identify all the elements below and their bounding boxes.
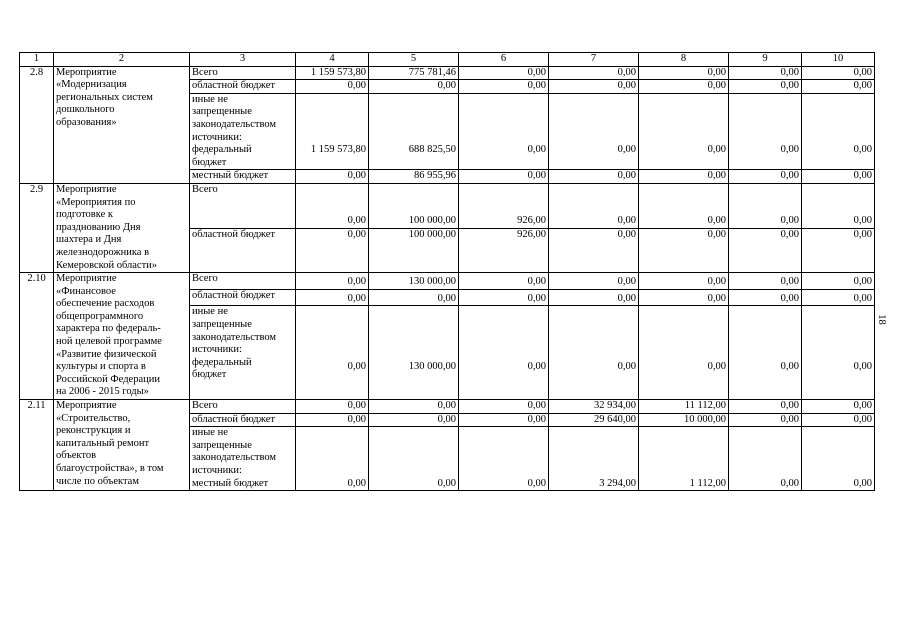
funding-source: Всего	[190, 183, 296, 228]
amount-cell: 130 000,00	[369, 306, 459, 400]
amount-cell: 0,00	[729, 228, 802, 273]
amount-cell: 0,00	[729, 80, 802, 94]
amount-cell: 0,00	[639, 80, 729, 94]
amount-cell: 0,00	[802, 93, 875, 170]
amount-cell: 0,00	[639, 228, 729, 273]
funding-source: областной бюджет	[190, 289, 296, 306]
amount-cell: 0,00	[802, 289, 875, 306]
amount-cell: 0,00	[802, 400, 875, 414]
amount-cell: 32 934,00	[549, 400, 639, 414]
amount-cell: 0,00	[549, 80, 639, 94]
amount-cell: 0,00	[296, 80, 369, 94]
table-row	[20, 66, 875, 80]
item-number: 2.10	[20, 273, 54, 400]
amount-cell: 3 294,00	[549, 427, 639, 491]
item-name: Мероприятие «Финансовое обеспечение расходов общепрограммного характера по федераль- ной целевой программе «Развитие физической культуры и спорта в Российской Федерации на 2006 - 2015 годы»	[54, 273, 190, 400]
amount-cell: 0,00	[459, 93, 549, 170]
amount-cell: 0,00	[549, 170, 639, 184]
amount-cell: 10 000,00	[639, 413, 729, 427]
amount-cell: 0,00	[296, 413, 369, 427]
funding-source: иные не запрещенные законодательством источники: федеральный бюджет	[190, 306, 296, 400]
column-header: 3	[190, 53, 296, 67]
column-header: 7	[549, 53, 639, 67]
amount-cell: 0,00	[459, 273, 549, 290]
amount-cell: 0,00	[729, 427, 802, 491]
column-header: 5	[369, 53, 459, 67]
amount-cell: 0,00	[459, 66, 549, 80]
header-row	[20, 53, 875, 67]
funding-source: местный бюджет	[190, 170, 296, 184]
amount-cell: 775 781,46	[369, 66, 459, 80]
amount-cell: 0,00	[296, 183, 369, 228]
amount-cell: 0,00	[296, 273, 369, 290]
funding-source: областной бюджет	[190, 413, 296, 427]
item-name: Мероприятие «Строительство, реконструкция и капитальный ремонт объектов благоустройства», в том числе по объектам	[54, 400, 190, 491]
item-number: 2.9	[20, 183, 54, 272]
funding-source: областной бюджет	[190, 80, 296, 94]
amount-cell: 0,00	[459, 306, 549, 400]
amount-cell: 0,00	[639, 306, 729, 400]
page-number: 18	[875, 314, 887, 325]
column-header: 4	[296, 53, 369, 67]
amount-cell: 0,00	[459, 413, 549, 427]
amount-cell: 1 159 573,80	[296, 66, 369, 80]
column-header: 1	[20, 53, 54, 67]
amount-cell: 0,00	[369, 80, 459, 94]
amount-cell: 100 000,00	[369, 228, 459, 273]
amount-cell: 0,00	[729, 289, 802, 306]
amount-cell: 0,00	[729, 400, 802, 414]
column-header: 10	[802, 53, 875, 67]
amount-cell: 0,00	[549, 289, 639, 306]
amount-cell: 0,00	[639, 93, 729, 170]
item-number: 2.8	[20, 66, 54, 183]
table-row	[20, 273, 875, 290]
amount-cell: 926,00	[459, 228, 549, 273]
funding-source: Всего	[190, 273, 296, 290]
amount-cell: 86 955,96	[369, 170, 459, 184]
amount-cell: 0,00	[296, 306, 369, 400]
item-number: 2.11	[20, 400, 54, 491]
amount-cell: 1 159 573,80	[296, 93, 369, 170]
amount-cell: 0,00	[639, 273, 729, 290]
amount-cell: 0,00	[459, 80, 549, 94]
amount-cell: 0,00	[802, 427, 875, 491]
amount-cell: 0,00	[369, 427, 459, 491]
amount-cell: 0,00	[639, 66, 729, 80]
amount-cell: 0,00	[802, 170, 875, 184]
amount-cell: 0,00	[296, 170, 369, 184]
funding-source: иные не запрещенные законодательством источники: местный бюджет	[190, 427, 296, 491]
amount-cell: 0,00	[549, 66, 639, 80]
column-header: 8	[639, 53, 729, 67]
item-name: Мероприятие «Модернизация региональных систем дошкольного образования»	[54, 66, 190, 183]
table-row	[20, 400, 875, 414]
amount-cell: 0,00	[549, 273, 639, 290]
amount-cell: 0,00	[369, 413, 459, 427]
item-name: Мероприятие «Мероприятия по подготовке к празднованию Дня шахтера и Дня железнодорожника в Кемеровской области»	[54, 183, 190, 272]
funding-source: Всего	[190, 400, 296, 414]
amount-cell: 0,00	[802, 413, 875, 427]
amount-cell: 0,00	[459, 170, 549, 184]
funding-source: областной бюджет	[190, 228, 296, 273]
amount-cell: 0,00	[729, 183, 802, 228]
amount-cell: 0,00	[296, 289, 369, 306]
amount-cell: 0,00	[802, 80, 875, 94]
amount-cell: 0,00	[296, 228, 369, 273]
column-header: 9	[729, 53, 802, 67]
funding-source: иные не запрещенные законодательством источники: федеральный бюджет	[190, 93, 296, 170]
amount-cell: 0,00	[369, 400, 459, 414]
amount-cell: 0,00	[369, 289, 459, 306]
amount-cell: 0,00	[639, 289, 729, 306]
amount-cell: 0,00	[296, 427, 369, 491]
amount-cell: 0,00	[802, 228, 875, 273]
amount-cell: 0,00	[459, 289, 549, 306]
table-row	[20, 183, 875, 228]
amount-cell: 0,00	[549, 93, 639, 170]
amount-cell: 29 640,00	[549, 413, 639, 427]
amount-cell: 0,00	[459, 400, 549, 414]
amount-cell: 0,00	[729, 170, 802, 184]
amount-cell: 0,00	[802, 306, 875, 400]
amount-cell: 688 825,50	[369, 93, 459, 170]
amount-cell: 926,00	[459, 183, 549, 228]
amount-cell: 100 000,00	[369, 183, 459, 228]
amount-cell: 11 112,00	[639, 400, 729, 414]
amount-cell: 0,00	[549, 228, 639, 273]
amount-cell: 0,00	[549, 306, 639, 400]
column-header: 2	[54, 53, 190, 67]
amount-cell: 0,00	[802, 183, 875, 228]
column-header: 6	[459, 53, 549, 67]
amount-cell: 1 112,00	[639, 427, 729, 491]
amount-cell: 0,00	[729, 413, 802, 427]
budget-table	[19, 52, 875, 491]
amount-cell: 0,00	[459, 427, 549, 491]
amount-cell: 0,00	[639, 183, 729, 228]
amount-cell: 0,00	[729, 93, 802, 170]
amount-cell: 0,00	[802, 66, 875, 80]
amount-cell: 130 000,00	[369, 273, 459, 290]
amount-cell: 0,00	[802, 273, 875, 290]
amount-cell: 0,00	[729, 306, 802, 400]
amount-cell: 0,00	[639, 170, 729, 184]
amount-cell: 0,00	[729, 273, 802, 290]
amount-cell: 0,00	[549, 183, 639, 228]
amount-cell: 0,00	[296, 400, 369, 414]
amount-cell: 0,00	[729, 66, 802, 80]
funding-source: Всего	[190, 66, 296, 80]
